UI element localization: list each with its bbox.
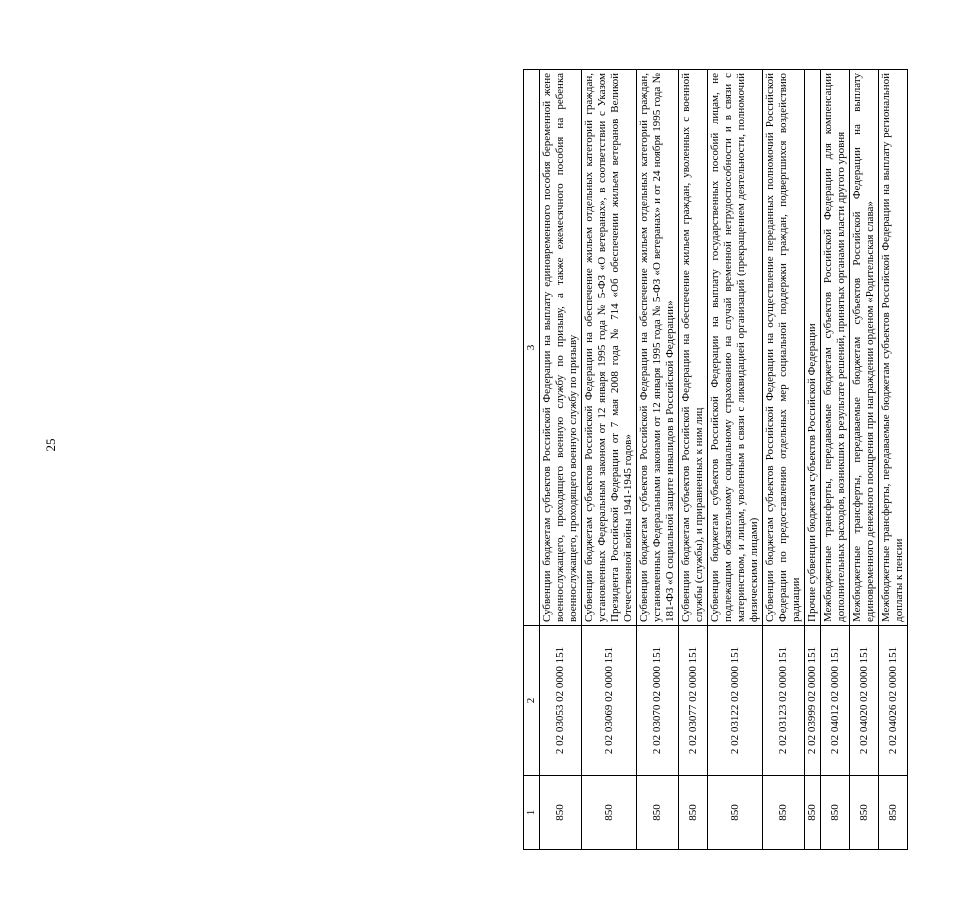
budget-code-cell: 2 02 03077 02 0000 151 bbox=[679, 626, 708, 776]
budget-code-cell: 2 02 03122 02 0000 151 bbox=[708, 626, 763, 776]
description-cell: Прочие субвенции бюджетам субъектов Российской Федерации bbox=[805, 70, 821, 626]
budget-code-cell: 2 02 03999 02 0000 151 bbox=[805, 626, 821, 776]
budget-code-cell: 2 02 04012 02 0000 151 bbox=[821, 626, 850, 776]
table-row bbox=[637, 70, 679, 850]
revenue-codes-table bbox=[523, 69, 908, 850]
table-row bbox=[850, 70, 879, 850]
budget-code-cell: 2 02 03053 02 0000 151 bbox=[540, 626, 582, 776]
budget-code-cell: 2 02 04020 02 0000 151 bbox=[850, 626, 879, 776]
page-number: 25 bbox=[43, 438, 58, 452]
table-row bbox=[879, 70, 908, 850]
table-row bbox=[708, 70, 763, 850]
description-cell: Субвенции бюджетам субъектов Российской Федерации на обеспечение жильем граждан, уволенных с военной службы (службы), и приравненных к ним лиц bbox=[679, 70, 708, 626]
budget-code-cell: 2 02 03123 02 0000 151 bbox=[763, 626, 805, 776]
table-row bbox=[805, 70, 821, 850]
description-cell: Субвенции бюджетам субъектов Российской Федерации на обеспечение жильем отдельных категорий граждан, установленных Федеральными законами от 12 января 1995 года № 5-ФЗ «О ветеранах» и от 24 ноября 1995 года № 181-ФЗ «О социальной защите инвалидов в Российской Федерации» bbox=[637, 70, 679, 626]
budget-code-cell: 2 02 03069 02 0000 151 bbox=[582, 626, 637, 776]
description-cell: Субвенции бюджетам субъектов Российской Федерации на обеспечение жильем отдельных категорий граждан, установленных Федеральным законом от 12 января 1995 года № 5-ФЗ «О ветеранах», в соответствии с Указом Президента Российской Федерации от 7 мая 2008 года № 714 «Об обеспечении жильем ветеранов Великой Отечественной войны 1941-1945 годов» bbox=[582, 70, 637, 626]
admin-code-cell: 850 bbox=[540, 776, 582, 850]
admin-code-cell: 850 bbox=[850, 776, 879, 850]
budget-code-cell: 2 02 03070 02 0000 151 bbox=[637, 626, 679, 776]
admin-code-cell: 850 bbox=[582, 776, 637, 850]
description-cell: Межбюджетные трансферты, передаваемые бюджетам субъектов Российской Федерации на выплату единовременного денежного поощрения при награждении орденом «Родительская слава» bbox=[850, 70, 879, 626]
table-row bbox=[540, 70, 582, 850]
document-sheet bbox=[523, 70, 977, 850]
admin-code-cell: 850 bbox=[679, 776, 708, 850]
admin-code-cell: 850 bbox=[763, 776, 805, 850]
header-col-1: 1 bbox=[524, 776, 540, 850]
admin-code-cell: 850 bbox=[879, 776, 908, 850]
admin-code-cell: 850 bbox=[708, 776, 763, 850]
header-col-3: 3 bbox=[524, 70, 540, 626]
table-row bbox=[679, 70, 708, 850]
description-cell: Субвенции бюджетам субъектов Российской Федерации на осуществление переданных полномочий Российской Федерации по предоставлению отдельных мер социальной поддержки граждан, подвергшихся воздействию радиации bbox=[763, 70, 805, 626]
description-cell: Субвенции бюджетам субъектов Российской Федерации на выплату государственных пособий лицам, не подлежащим обязательному социальному страхованию на случай временной нетрудоспособности и в связи с материнством, и лицам, уволенным в связи с ликвидацией организаций (прекращением деятельности, полномочий физическими лицами) bbox=[708, 70, 763, 626]
table-header-row bbox=[524, 70, 540, 850]
description-cell: Субвенции бюджетам субъектов Российской Федерации на выплату единовременного пособия беременной жене военнослужащего, проходящего военную службу по призыву, а также ежемесячного пособия на ребенка военнослужащего, проходящего военную службу по призыву bbox=[540, 70, 582, 626]
description-cell: Межбюджетные трансферты, передаваемые бюджетам субъектов Российской Федерации на выплату региональной доплаты к пенсии bbox=[879, 70, 908, 626]
admin-code-cell: 850 bbox=[637, 776, 679, 850]
description-cell: Межбюджетные трансферты, передаваемые бюджетам субъектов Российской Федерации для компенсации дополнительных расходов, возникших в результате решений, принятых органами власти другого уровня bbox=[821, 70, 850, 626]
table-row bbox=[821, 70, 850, 850]
admin-code-cell: 850 bbox=[805, 776, 821, 850]
header-col-2: 2 bbox=[524, 626, 540, 776]
table-row bbox=[763, 70, 805, 850]
admin-code-cell: 850 bbox=[821, 776, 850, 850]
table-row bbox=[582, 70, 637, 850]
budget-code-cell: 2 02 04026 02 0000 151 bbox=[879, 626, 908, 776]
